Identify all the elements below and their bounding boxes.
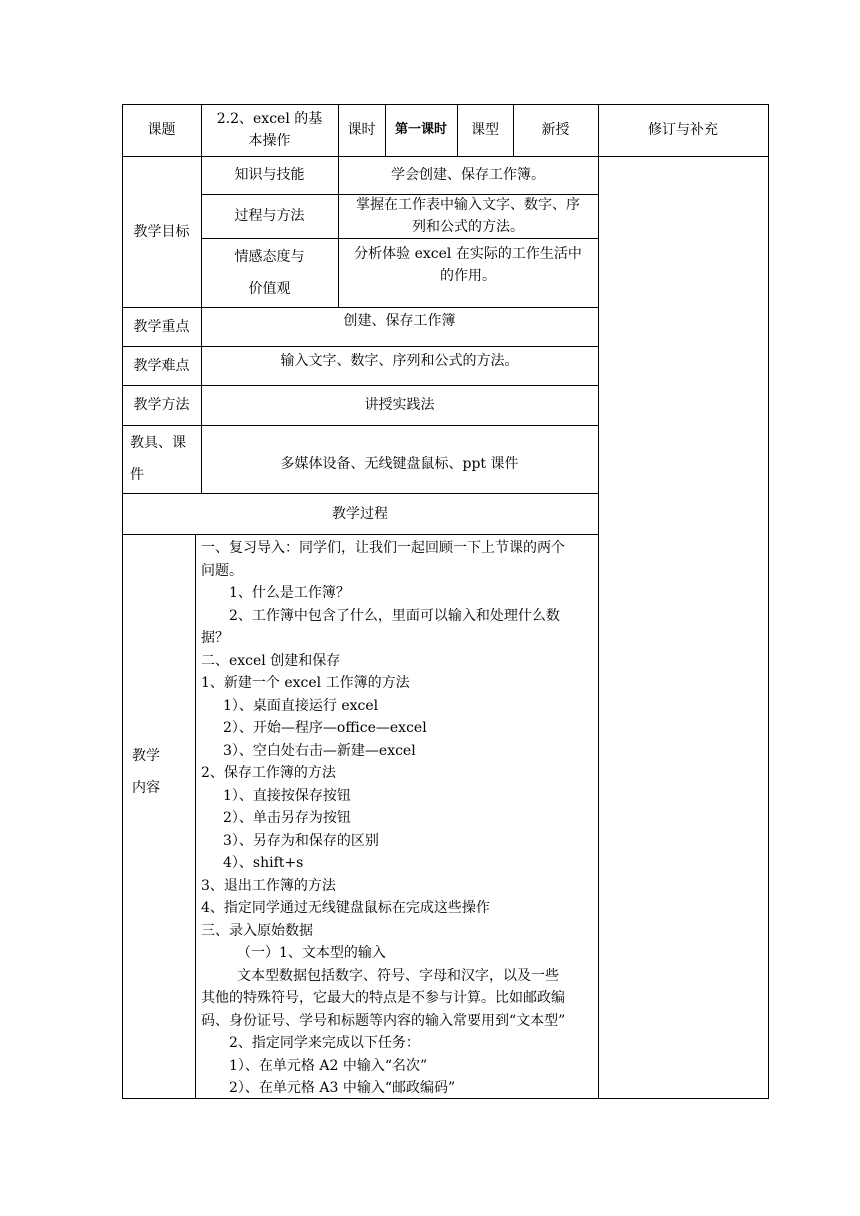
content-body bbox=[201, 537, 597, 1100]
type-value: 新授 bbox=[541, 122, 570, 138]
topic-value-line2: 本操作 bbox=[248, 133, 291, 149]
content-line: 2）、在单元格 A3 中输入“邮政编码” bbox=[229, 1080, 456, 1096]
content-line: 据？ bbox=[201, 630, 229, 646]
revision-label: 修订与补充 bbox=[648, 122, 718, 138]
content-line: 其他的特殊符号，它最大的特点是不参与计算。比如邮政编 bbox=[201, 990, 565, 1006]
column-divider bbox=[195, 534, 196, 1099]
objective-text: 分析体验 excel 在实际的工作生活中 的作用。 bbox=[354, 246, 582, 284]
content-line: 一、复习导入：同学们，让我们一起回顾一下上节课的两个 bbox=[201, 540, 565, 556]
content-line: 2、工作簿中包含了什么，里面可以输入和处理什么数 bbox=[229, 607, 560, 624]
objectives-label: 教学目标 bbox=[133, 223, 190, 240]
row-divider bbox=[122, 534, 598, 535]
process-title: 教学过程 bbox=[332, 505, 388, 522]
content-line: 1、什么是工作簿？ bbox=[229, 585, 350, 601]
topic-label: 课题 bbox=[147, 122, 176, 138]
content-line: 3）、空白处右击—新建—excel bbox=[223, 742, 416, 759]
tools-label: 教具、课 件 bbox=[130, 435, 186, 483]
table-border-right bbox=[768, 104, 769, 1099]
topic-value-line1: 2.2、excel 的基 bbox=[216, 111, 323, 127]
objective-category: 过程与方法 bbox=[234, 208, 305, 224]
objective-category: 知识与技能 bbox=[234, 167, 305, 183]
content-line: 1、新建一个 excel 工作簿的方法 bbox=[201, 675, 410, 691]
content-line: 3）、另存为和保存的区别 bbox=[223, 832, 379, 849]
content-line: 2）、开始—程序—office—excel bbox=[223, 720, 427, 736]
content-line: 2、保存工作簿的方法 bbox=[201, 765, 336, 781]
content-line: 2）、单击另存为按钮 bbox=[223, 810, 351, 826]
content-line: 1）、桌面直接运行 excel bbox=[223, 697, 379, 714]
topic-value bbox=[201, 104, 338, 156]
period-label: 课时 bbox=[347, 122, 376, 138]
content-line: 2、指定同学来完成以下任务： bbox=[229, 1035, 420, 1051]
content-line: 1）、直接按保存按钮 bbox=[223, 787, 351, 804]
difficulty-value: 输入文字、数字、序列和公式的方法。 bbox=[280, 353, 519, 369]
key-point-label: 教学重点 bbox=[133, 318, 190, 335]
content-line: 三、录入原始数据 bbox=[201, 922, 313, 939]
content-line: 1）、在单元格 A2 中输入“名次” bbox=[229, 1057, 428, 1074]
objective-category: 情感态度与 价值观 bbox=[234, 248, 305, 297]
content-line: 问题。 bbox=[201, 562, 243, 579]
type-label: 课型 bbox=[471, 122, 499, 138]
objective-text: 掌握在工作表中输入文字、数字、序 列和公式的方法。 bbox=[356, 197, 580, 235]
difficulty-label: 教学难点 bbox=[133, 357, 190, 374]
period-value: 第一课时 bbox=[394, 122, 447, 137]
content-line: 4）、shift+s bbox=[223, 855, 304, 871]
content-label: 教学 内容 bbox=[132, 748, 160, 796]
content-line: 4、指定同学通过无线键盘鼠标在完成这些操作 bbox=[201, 900, 490, 916]
method-label: 教学方法 bbox=[133, 397, 190, 413]
content-line: 码、身份证号、学号和标题等内容的输入常要用到“文本型” bbox=[201, 1012, 566, 1029]
tools-value: 多媒体设备、无线键盘鼠标、ppt 课件 bbox=[280, 456, 519, 472]
objective-text: 学会创建、保存工作簿。 bbox=[391, 167, 545, 183]
content-line: 二、excel 创建和保存 bbox=[201, 652, 341, 669]
key-point-value: 创建、保存工作簿 bbox=[343, 313, 456, 329]
content-line: 3、退出工作簿的方法 bbox=[201, 877, 336, 894]
column-divider bbox=[598, 104, 599, 1099]
method-value: 讲授实践法 bbox=[364, 397, 435, 413]
content-line: （一）1、文本型的输入 bbox=[237, 945, 386, 961]
content-line: 文本型数据包括数字、符号、字母和汉字，以及一些 bbox=[237, 967, 559, 984]
